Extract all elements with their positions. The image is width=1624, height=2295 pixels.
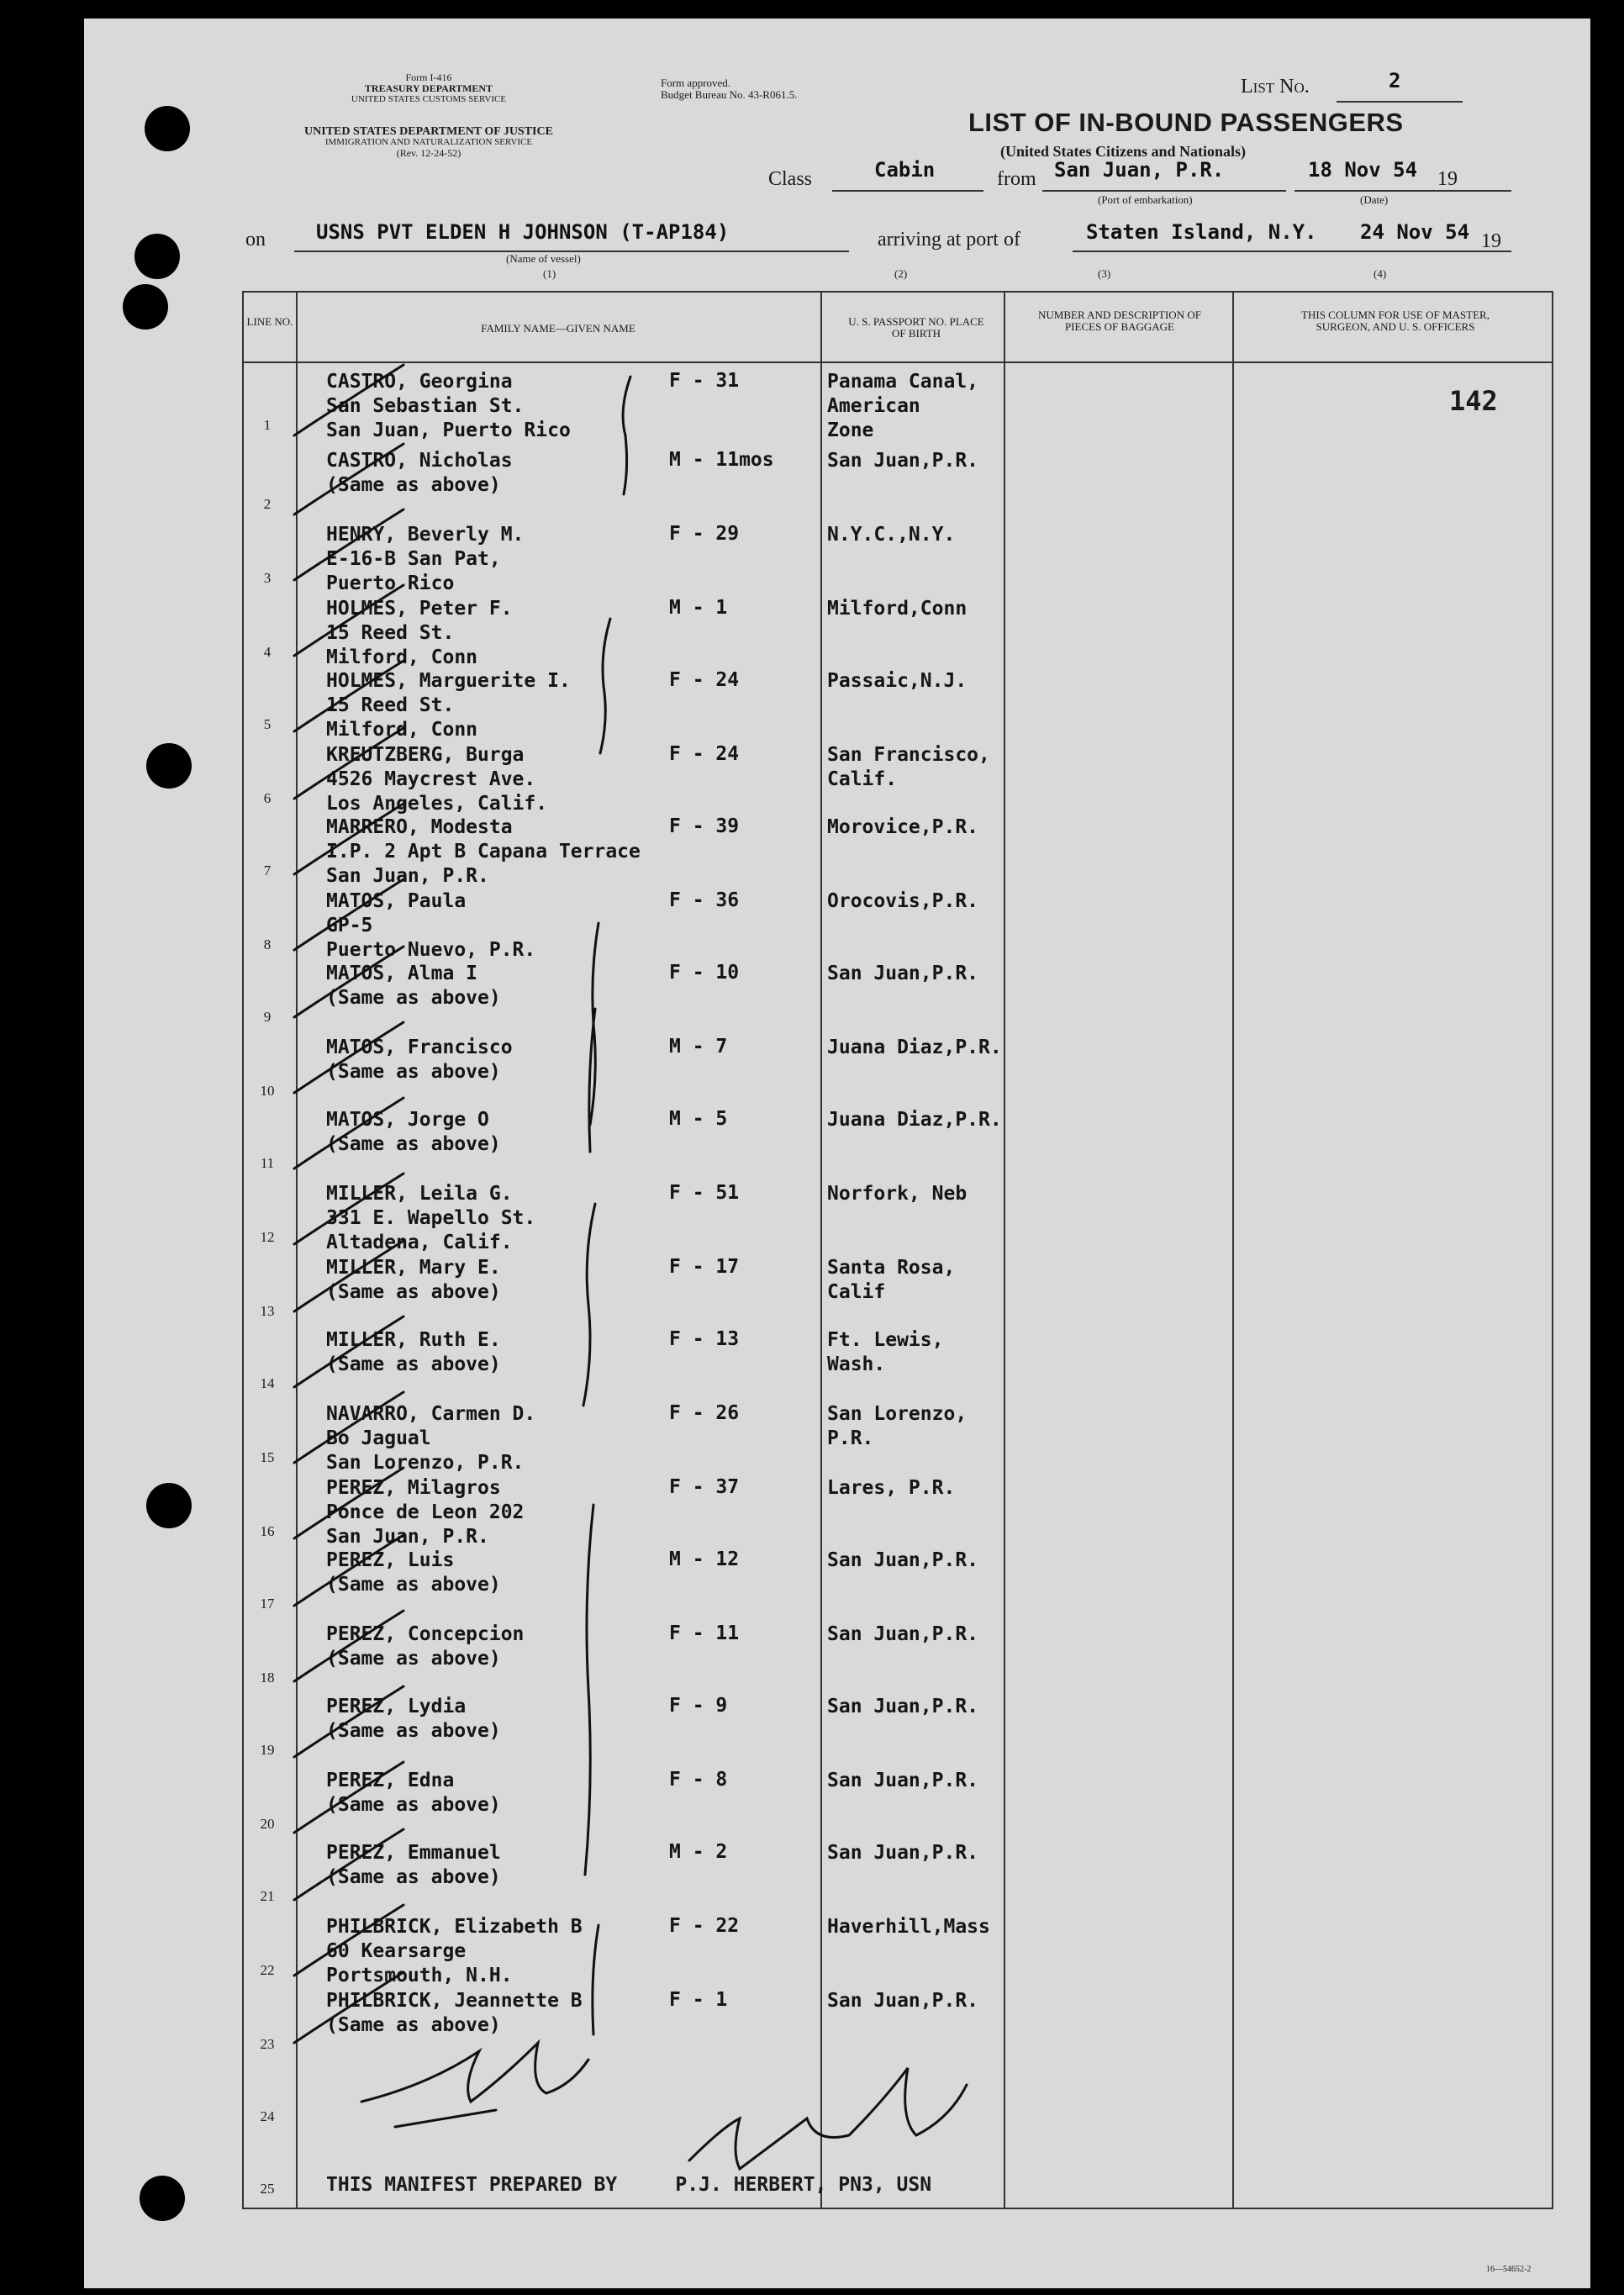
check-mark: [294, 879, 403, 950]
passenger-name-address: MATOS, Francisco (Same as above): [326, 1037, 513, 1083]
place-of-birth: Juana Diaz,P.R.: [827, 1109, 1002, 1131]
passenger-name-address: PEREZ, Luis (Same as above): [326, 1549, 501, 1596]
place-of-birth: Panama Canal, American Zone: [827, 371, 979, 441]
form-code: 16—54652-2: [1486, 2265, 1532, 2274]
form-number: Form I-416: [405, 71, 452, 83]
header-passport: U. S. PASSPORT NO. PLACE OF BIRTH: [848, 315, 984, 340]
check-mark: [294, 1686, 403, 1757]
place-of-birth: San Juan,P.R.: [827, 1990, 979, 2012]
line-number: 4: [263, 644, 272, 660]
passenger-name-address: PEREZ, Concepcion (Same as above): [326, 1623, 525, 1670]
place-of-birth: Norfork, Neb: [827, 1183, 968, 1205]
signature-mark: [689, 2068, 967, 2169]
budget-bureau-line: Budget Bureau No. 43-R061.5.: [661, 88, 798, 101]
customs-service: UNITED STATES CUSTOMS SERVICE: [351, 94, 507, 104]
line-number: 10: [260, 1083, 275, 1099]
sex-age: F - 51: [669, 1182, 740, 1204]
line-number: 1: [263, 417, 272, 433]
place-of-birth: Orocovis,P.R.: [827, 890, 979, 912]
line-number: 24: [260, 2108, 275, 2124]
sex-age: F - 10: [669, 962, 740, 984]
check-mark: [294, 1174, 403, 1244]
bracket-mark: [593, 1925, 598, 2034]
check-mark: [294, 1098, 403, 1169]
sex-age: M - 5: [669, 1108, 728, 1130]
line-number: 9: [263, 1009, 272, 1025]
line-number: 22: [260, 1962, 275, 1978]
header-name: FAMILY NAME—GIVEN NAME: [481, 322, 635, 335]
sex-age: F - 29: [669, 523, 740, 545]
place-of-birth: San Juan,P.R.: [827, 1623, 979, 1645]
line-number: 12: [260, 1229, 275, 1245]
check-mark: [294, 947, 403, 1017]
from-label: from: [997, 168, 1036, 190]
line-number: 14: [260, 1375, 275, 1391]
line-number: 6: [263, 790, 272, 806]
page-title: LIST OF IN-BOUND PASSENGERS: [968, 108, 1404, 137]
line-number: 11: [260, 1155, 275, 1171]
line-number: 18: [260, 1670, 275, 1686]
passenger-name-address: MILLER, Ruth E. (Same as above): [326, 1329, 501, 1375]
sex-age: M - 11mos: [669, 449, 774, 471]
place-of-birth: Morovice,P.R.: [827, 816, 979, 838]
sex-age: M - 7: [669, 1036, 728, 1058]
place-of-birth: Santa Rosa, Calif: [827, 1257, 956, 1303]
on-label: on: [245, 229, 266, 251]
check-mark: [294, 1316, 403, 1387]
line-number: 25: [260, 2181, 275, 2197]
sex-age: F - 24: [669, 669, 740, 691]
line-number: 8: [263, 936, 272, 952]
from-year: 19: [1437, 168, 1458, 190]
col-num-3: (3): [1098, 267, 1111, 280]
line-number: 15: [260, 1449, 275, 1465]
page-subtitle: (United States Citizens and Nationals): [1000, 143, 1247, 160]
sex-age: F - 37: [669, 1476, 740, 1498]
passenger-name-address: NAVARRO, Carmen D. Bo Jagual San Lorenzo, P.R.: [326, 1403, 536, 1474]
passenger-name-address: PEREZ, Edna (Same as above): [326, 1770, 501, 1816]
check-mark: [294, 1022, 403, 1093]
prepared-by: THIS MANIFEST PREPARED BY P.J. HERBERT, PN3, USN: [326, 2174, 932, 2196]
list-no-value: 2: [1389, 69, 1401, 92]
line-number: 21: [260, 1888, 275, 1904]
passenger-name-address: PHILBRICK, Jeannette B (Same as above): [326, 1990, 583, 2036]
place-of-birth: Passaic,N.J.: [827, 670, 968, 692]
place-of-birth: San Juan,P.R.: [827, 1696, 979, 1717]
sex-age: F - 13: [669, 1328, 740, 1350]
col-num-1: (1): [543, 267, 556, 280]
place-of-birth: San Juan,P.R.: [827, 1549, 979, 1571]
check-mark: [294, 1468, 403, 1538]
line-number: 2: [263, 496, 272, 512]
passenger-name-address: PEREZ, Lydia (Same as above): [326, 1696, 501, 1742]
header-officers: THIS COLUMN FOR USE OF MASTER, SURGEON, AND U. S. OFFICERS: [1301, 309, 1490, 333]
check-mark: [294, 728, 403, 799]
justice-dept: UNITED STATES DEPARTMENT OF JUSTICE: [304, 125, 553, 138]
sex-age: M - 2: [669, 1841, 728, 1863]
arriving-label: arriving at port of: [878, 229, 1020, 251]
sex-age: F - 39: [669, 815, 740, 837]
place-of-birth: San Juan,P.R.: [827, 1842, 979, 1864]
vessel-name: USNS PVT ELDEN H JOHNSON (T-AP184): [316, 220, 730, 244]
passenger-name-address: HOLMES, Peter F. 15 Reed St. Milford, Conn: [326, 598, 513, 668]
sex-age: F - 36: [669, 889, 740, 911]
check-mark: [294, 1762, 403, 1833]
place-of-birth: San Lorenzo, P.R.: [827, 1403, 968, 1449]
passenger-name-address: CASTRO, Georgina San Sebastian St. San Juan, Puerto Rico: [326, 371, 571, 441]
check-mark: [294, 1611, 403, 1681]
sex-age: F - 11: [669, 1622, 740, 1644]
class-label: Class: [768, 168, 813, 190]
signature-mark: [361, 2043, 588, 2127]
sex-age: F - 26: [669, 1402, 740, 1424]
revision: (Rev. 12-24-52): [396, 147, 461, 159]
passenger-name-address: MILLER, Leila G. 331 E. Wapello St. Altadena, Calif.: [326, 1183, 536, 1253]
arrival-year: 19: [1481, 230, 1501, 252]
check-mark: [294, 1972, 403, 2043]
from-date: 18 Nov 54: [1308, 158, 1418, 182]
place-of-birth: Ft. Lewis, Wash.: [827, 1329, 944, 1375]
sex-age: F - 22: [669, 1915, 740, 1937]
check-mark: [294, 585, 403, 656]
passenger-name-address: HOLMES, Marguerite I. 15 Reed St. Milford, Conn: [326, 670, 571, 741]
check-mark: [294, 1905, 403, 1976]
check-mark: [294, 444, 403, 514]
passenger-name-address: MATOS, Jorge O (Same as above): [326, 1109, 501, 1155]
check-mark: [294, 365, 403, 435]
sex-age: F - 24: [669, 743, 740, 765]
arrival-date: 24 Nov 54: [1360, 220, 1470, 244]
passenger-name-address: MATOS, Alma I (Same as above): [326, 963, 501, 1009]
line-number: 13: [260, 1303, 275, 1319]
line-number: 23: [260, 2036, 275, 2052]
bracket-mark: [623, 377, 630, 494]
check-mark: [294, 1241, 403, 1311]
line-number: 7: [263, 863, 272, 878]
line-number: 20: [260, 1816, 275, 1832]
header-line-no: LINE NO.: [246, 315, 293, 328]
vessel-caption: (Name of vessel): [506, 252, 581, 265]
bracket-mark: [583, 1204, 595, 1406]
from-port: San Juan, P.R.: [1054, 158, 1225, 182]
header-baggage: NUMBER AND DESCRIPTION OF PIECES OF BAGGAGE: [1038, 309, 1201, 333]
passenger-name-address: PEREZ, Milagros Ponce de Leon 202 San Juan, P.R.: [326, 1477, 525, 1548]
line-number: 5: [263, 716, 272, 732]
place-of-birth: San Francisco, Calif.: [827, 744, 990, 790]
col-num-4: (4): [1374, 267, 1387, 280]
passenger-name-address: MATOS, Paula GP-5 Puerto Nuevo, P.R.: [326, 890, 536, 961]
place-of-birth: San Juan,P.R.: [827, 450, 979, 472]
check-mark: [294, 804, 403, 874]
passenger-name-address: MILLER, Mary E. (Same as above): [326, 1257, 501, 1303]
passenger-name-address: KREUTZBERG, Burga 4526 Maycrest Ave. Los Angeles, Calif.: [326, 744, 548, 815]
sex-age: F - 8: [669, 1769, 728, 1791]
sex-age: F - 31: [669, 370, 740, 392]
sex-age: F - 9: [669, 1695, 728, 1717]
sex-age: F - 17: [669, 1256, 740, 1278]
date-caption: (Date): [1360, 193, 1389, 206]
passenger-name-address: MARRERO, Modesta I.P. 2 Apt B Capana Terrace San Juan, P.R.: [326, 816, 641, 887]
place-of-birth: Juana Diaz,P.R.: [827, 1037, 1002, 1058]
bracket-mark: [585, 1505, 593, 1875]
place-of-birth: Haverhill,Mass: [827, 1916, 990, 1938]
officer-note: 142: [1449, 385, 1498, 417]
line-number: 17: [260, 1596, 275, 1612]
arrival-port: Staten Island, N.Y.: [1086, 220, 1317, 244]
port-embarkation-caption: (Port of embarkation): [1098, 193, 1193, 206]
passenger-name-address: HENRY, Beverly M. E-16-B San Pat, Puerto Rico: [326, 524, 525, 594]
class-value: Cabin: [874, 158, 936, 182]
bracket-mark: [600, 619, 610, 753]
line-number: 3: [263, 570, 272, 586]
line-number: 16: [260, 1523, 275, 1539]
passenger-name-address: CASTRO, Nicholas (Same as above): [326, 450, 513, 496]
check-mark: [294, 1829, 403, 1900]
place-of-birth: Milford,Conn: [827, 598, 968, 620]
col-num-2: (2): [894, 267, 908, 280]
sex-age: F - 1: [669, 1989, 728, 2011]
check-mark: [294, 509, 403, 580]
place-of-birth: San Juan,P.R.: [827, 1770, 979, 1791]
place-of-birth: N.Y.C.,N.Y.: [827, 524, 956, 546]
passenger-name-address: PEREZ, Emmanuel (Same as above): [326, 1842, 501, 1888]
check-mark: [294, 1535, 403, 1606]
check-mark: [294, 1392, 403, 1463]
sex-age: M - 12: [669, 1548, 740, 1570]
sex-age: M - 1: [669, 597, 728, 619]
list-no-label: List No.: [1241, 76, 1310, 98]
line-number: 19: [260, 1742, 275, 1758]
passenger-name-address: PHILBRICK, Elizabeth B 60 Kearsarge Portsmouth, N.H.: [326, 1916, 583, 1986]
treasury-dept: TREASURY DEPARTMENT: [364, 82, 493, 94]
ins-name: IMMIGRATION AND NATURALIZATION SERVICE: [324, 137, 533, 147]
place-of-birth: San Juan,P.R.: [827, 963, 979, 984]
place-of-birth: Lares, P.R.: [827, 1477, 956, 1499]
form-approved-line: Form approved.: [661, 76, 731, 89]
check-mark: [294, 661, 403, 731]
